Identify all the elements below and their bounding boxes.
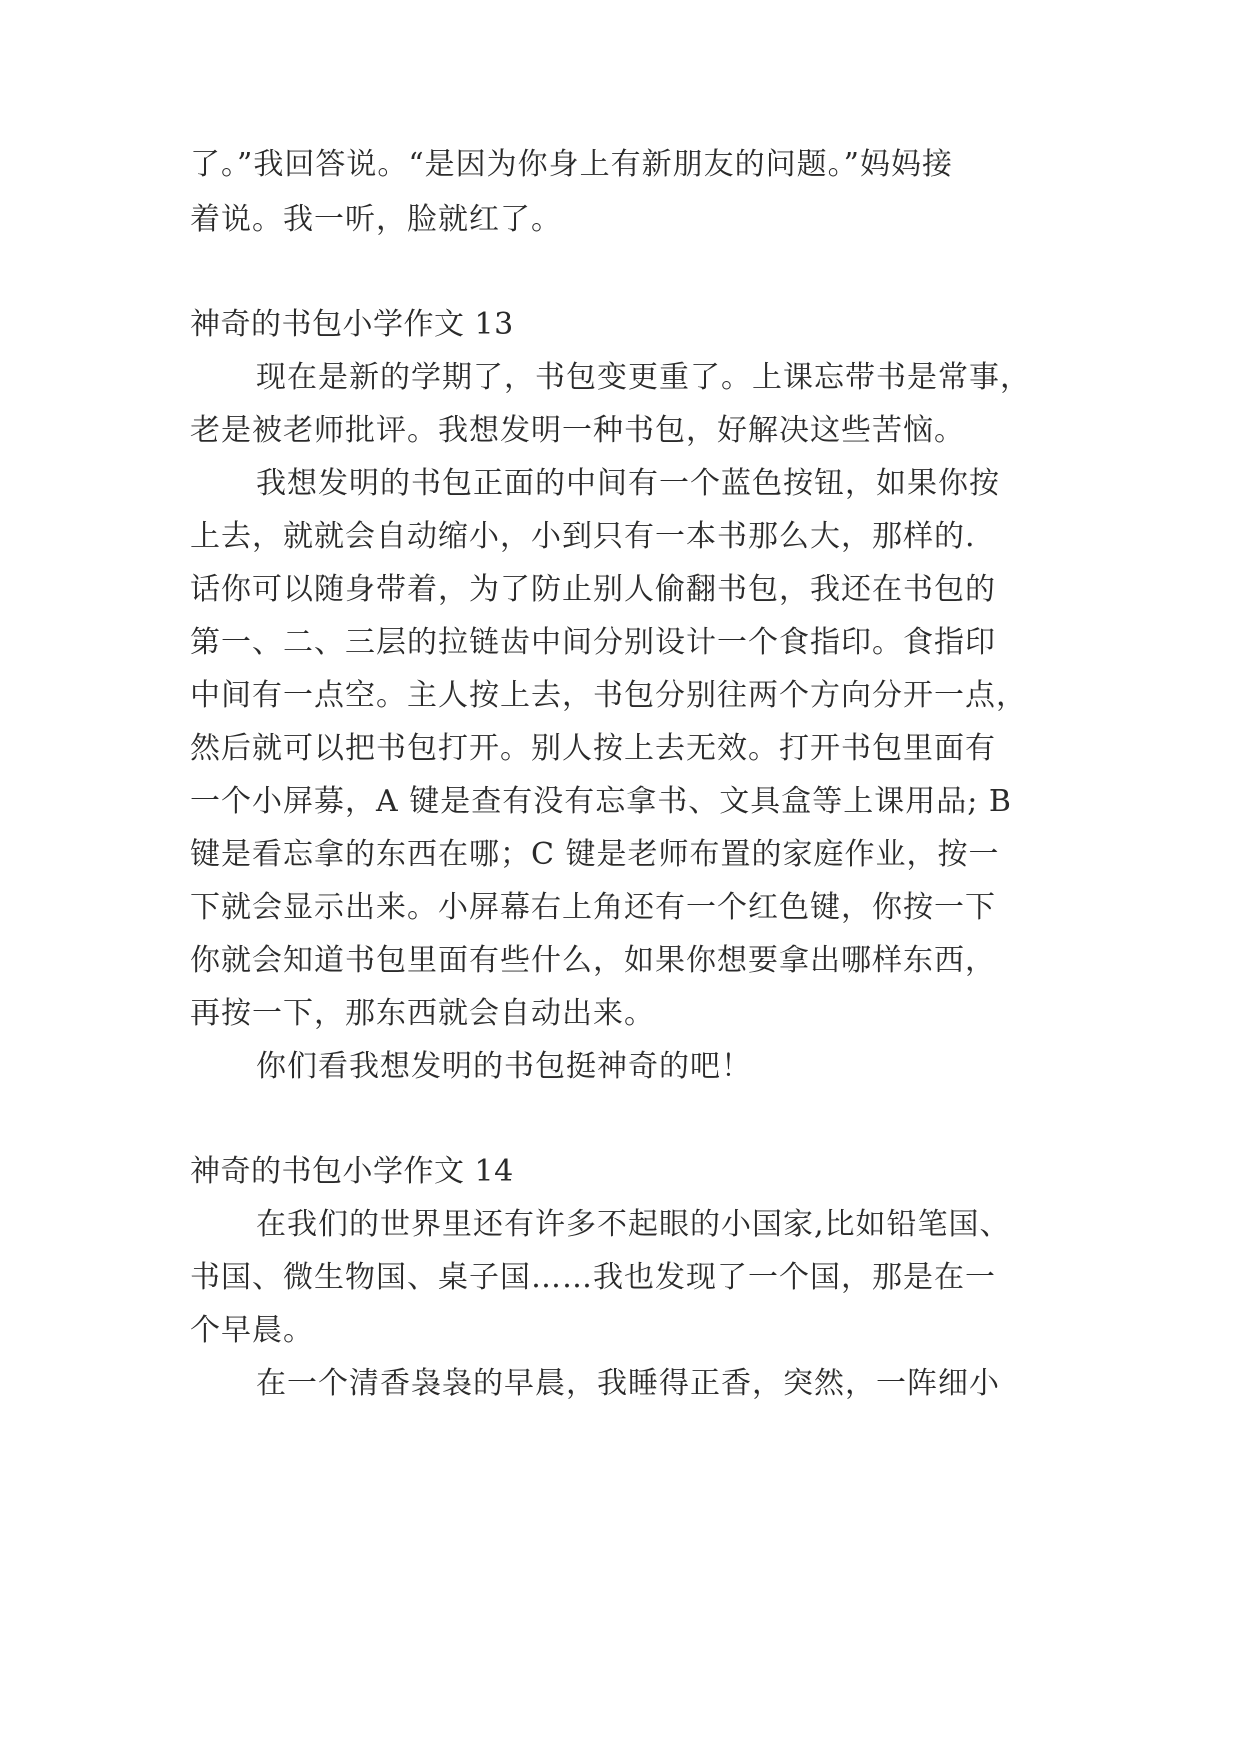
paragraph-line: 现在是新的学期了，书包变更重了。上课忘带书是常事， xyxy=(256,360,1031,395)
paragraph-line: 书国、微生物国、桌子国……我也发现了一个国，那是在一 xyxy=(190,1260,996,1295)
paragraph-line: 在我们的世界里还有许多不起眼的小国家,比如铅笔国、 xyxy=(256,1207,1011,1242)
intro-line: 着说。我一听，脸就红了。 xyxy=(190,202,562,237)
paragraph-line: 键是看忘拿的东西在哪；C 键是老师布置的家庭作业，按一 xyxy=(190,837,1000,872)
paragraph-line: 你就会知道书包里面有些什么，如果你想要拿出哪样东西， xyxy=(190,943,996,978)
paragraph-line: 老是被老师批评。我想发明一种书包，好解决这些苦恼。 xyxy=(190,413,965,448)
paragraph-line: 话你可以随身带着，为了防止别人偷翻书包，我还在书包的 xyxy=(190,572,996,607)
essay-14-title: 神奇的书包小学作文 14 xyxy=(190,1154,514,1189)
essay-13-title: 神奇的书包小学作文 13 xyxy=(190,307,514,342)
paragraph-line: 一个小屏募，A 键是查有没有忘拿书、文具盒等上课用品; B xyxy=(190,784,1012,819)
paragraph-line: 上去，就就会自动缩小，小到只有一本书那么大，那样的. xyxy=(190,519,976,554)
paragraph-line: 下就会显示出来。小屏幕右上角还有一个红色键，你按一下 xyxy=(190,890,996,925)
paragraph-line: 中间有一点空。主人按上去，书包分别往两个方向分开一点， xyxy=(190,678,1027,713)
paragraph-line: 在一个清香袅袅的早晨，我睡得正香，突然，一阵细小 xyxy=(256,1366,1000,1401)
paragraph-line: 再按一下，那东西就会自动出来。 xyxy=(190,996,655,1031)
paragraph-line: 然后就可以把书包打开。别人按上去无效。打开书包里面有 xyxy=(190,731,996,766)
intro-line: 了。”我回答说。“是因为你身上有新朋友的问题。”妈妈接 xyxy=(190,147,954,182)
paragraph-line: 你们看我想发明的书包挺神奇的吧！ xyxy=(256,1049,752,1084)
paragraph-line: 第一、二、三层的拉链齿中间分别设计一个食指印。食指印 xyxy=(190,625,996,660)
paragraph-line: 个早晨。 xyxy=(190,1313,314,1348)
paragraph-line: 我想发明的书包正面的中间有一个蓝色按钮，如果你按 xyxy=(256,466,1000,501)
